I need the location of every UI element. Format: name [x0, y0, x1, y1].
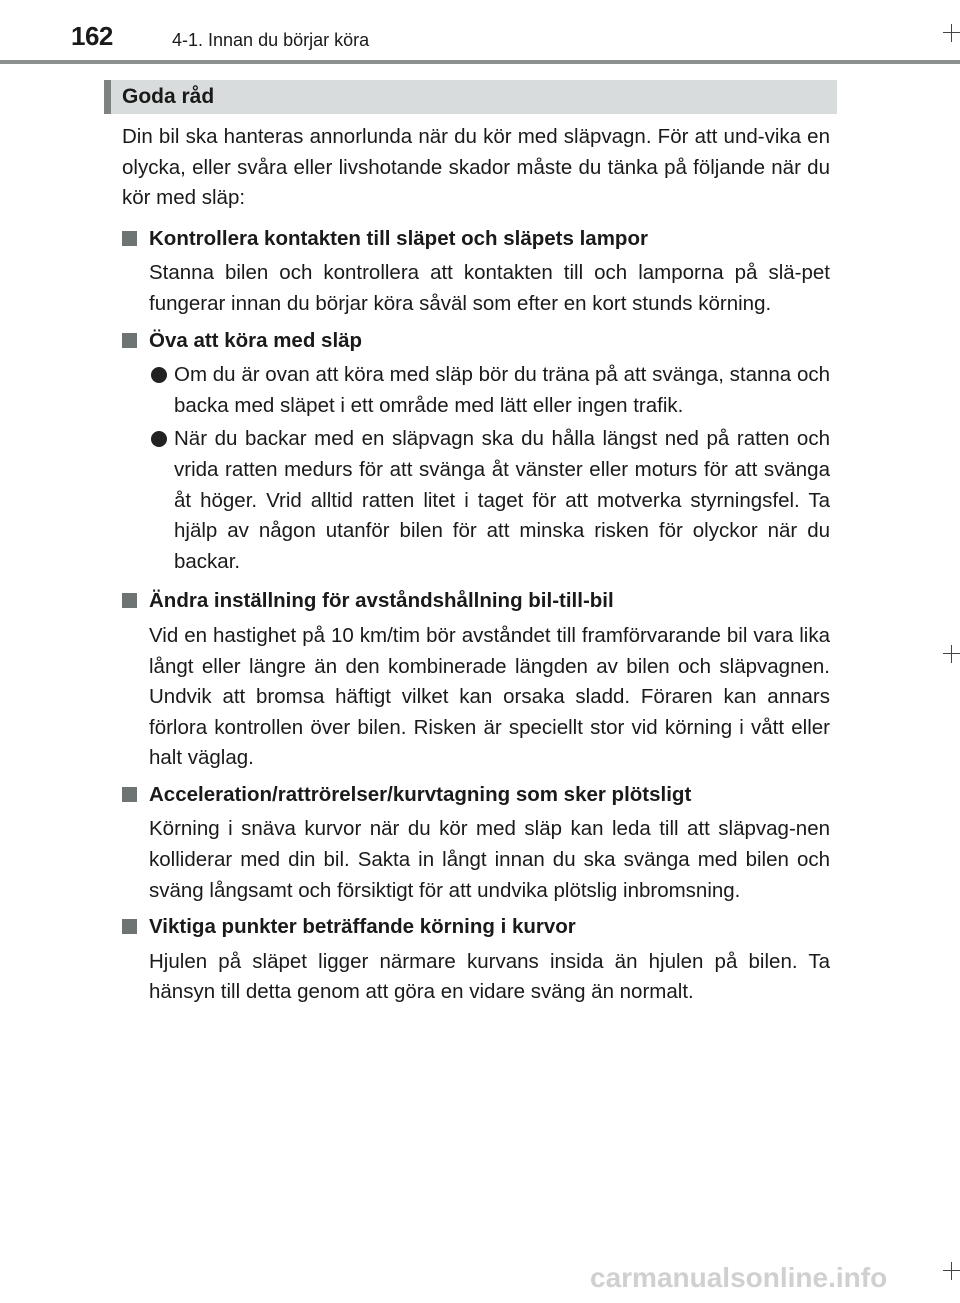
square-bullet-icon	[122, 919, 137, 934]
paragraph-distance: Vid en hastighet på 10 km/tim bör avståndet till framförvarande bil vara lika långt eller längre än den kombinerade längden av bilen och släpvagnen. Undvik att bromsa häftigt vilket kan orsaka sladd. Föraren kan annars förlora kontrollen över bilen. Risken är speciellt stor vid körning i vått eller halt väglag.	[149, 623, 830, 770]
chapter-title: 4-1. Innan du börjar köra	[172, 30, 370, 50]
page-header	[0, 0, 960, 64]
header-divider	[0, 60, 960, 64]
section-title: Goda råd	[122, 85, 215, 108]
intro-paragraph: Din bil ska hanteras annorlunda när du kör med släpvagn. För att und-vika en olycka, eller svåra eller livshotande skador måste du tänka på följande när du kör med släp:	[122, 125, 830, 210]
square-bullet-icon	[122, 787, 137, 802]
section-accent	[104, 80, 111, 114]
paragraph-curves: Hjulen på släpet ligger närmare kurvans insida än hjulen på bilen. Ta hänsyn till detta genom att göra en vidare sväng än normalt.	[149, 949, 830, 1004]
subheading-curves: Viktiga punkter beträffande körning i kurvor	[122, 912, 830, 943]
watermark-text: carmanualsonline.info	[590, 1262, 888, 1293]
subheading-connector-check: Kontrollera kontakten till släpet och släpets lampor	[122, 224, 830, 255]
list-item: När du backar med en släpvagn ska du hålla längst ned på ratten och vrida ratten medurs för att svänga åt vänster eller moturs för att svänga åt höger. Vrid alltid ratten litet i taget för att motverka styrningsfel. Ta hjälp av någon utanför bilen för att minska risken för olyckor när du backar.	[122, 424, 830, 577]
list-item: Om du är ovan att köra med släp bör du träna på att svänga, stanna och backa med släpet i ett område med lätt eller ingen trafik.	[122, 360, 830, 421]
square-bullet-icon	[122, 231, 137, 246]
subheading-practice: Öva att köra med släp	[122, 326, 830, 357]
round-bullet-icon	[151, 431, 167, 447]
subheading-distance: Ändra inställning för avståndshållning bil-till-bil	[122, 586, 830, 617]
paragraph-sudden-maneuvers: Körning i snäva kurvor när du kör med släp kan leda till att släpvag-nen kolliderar med din bil. Sakta in långt innan du ska svänga med bilen och sväng långsamt och försiktigt för att undvika plötslig inbromsning.	[149, 817, 830, 902]
paragraph-connector-check: Stanna bilen och kontrollera att kontakten till och lamporna på slä-pet fungerar innan du börjar köra såväl som efter en kort stunds körning.	[149, 261, 830, 315]
page-number: 162	[71, 21, 113, 51]
subheading-sudden-maneuvers: Acceleration/rattrörelser/kurvtagning som sker plötsligt	[122, 780, 830, 811]
crop-mark-icon	[943, 1262, 960, 1280]
square-bullet-icon	[122, 333, 137, 348]
crop-mark-icon	[943, 24, 960, 42]
square-bullet-icon	[122, 593, 137, 608]
round-bullet-icon	[151, 367, 167, 383]
section-header	[104, 80, 837, 114]
section-content	[122, 122, 830, 1014]
crop-mark-icon	[943, 645, 960, 663]
